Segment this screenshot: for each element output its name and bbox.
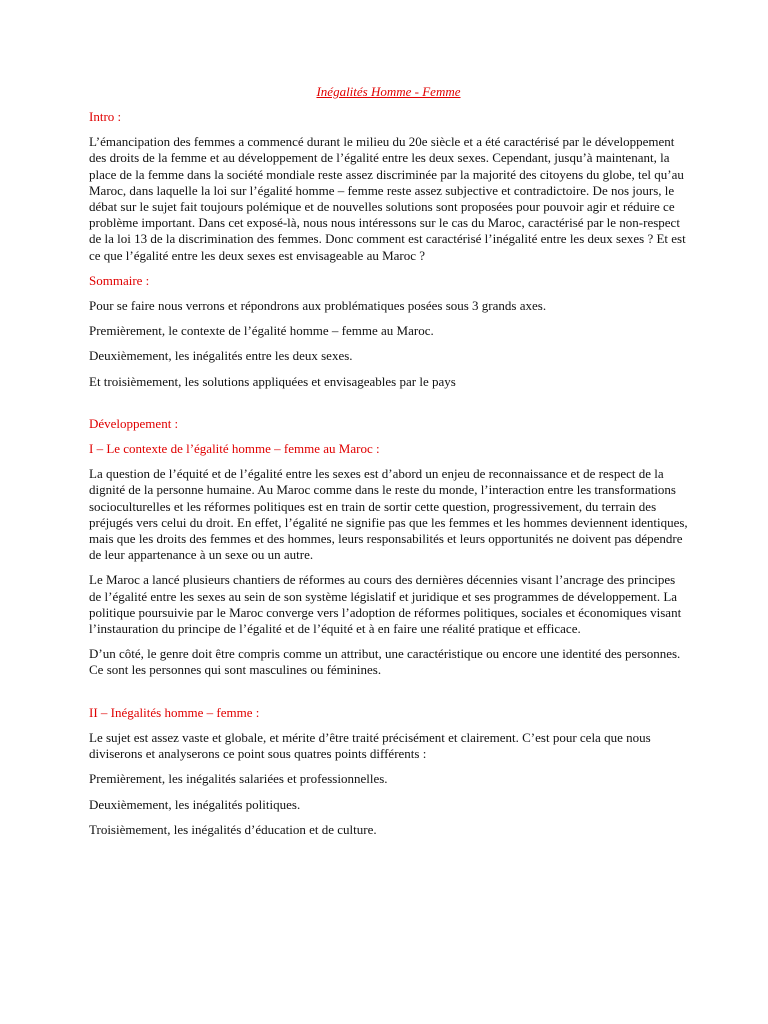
- sommaire-item: Deuxièmement, les inégalités entre les deux sexes.: [89, 348, 353, 364]
- section2-paragraph: Le sujet est assez vaste et globale, et mérite d’être traité précisément et clairement. C’est pour cela que nous diviserons et analyserons ce point sous quatres points différents :: [89, 729, 651, 762]
- section-spacer: [89, 688, 688, 705]
- intro-paragraph: L’émancipation des femmes a commencé durant le milieu du 20e siècle et a été caractérisé par le développement des droits de la femme et au développement de l’égalité entre les deux sexes. Cependant, jusqu’à maintenant, la place de la femme dans la société mondiale reste assez discriminée par la majorité des citoyens du globe, tel qu’au Maroc, dans laquelle la loi sur l’égalité homme – femme reste assez subjective et contradictoire. De nos jours, le débat sur le sujet fait toujours polémique et de nouvelles solutions sont proposées pour pouvoir agir et réduire ce problème important. Dans cet exposé-là, nous nous intéressons sur le cas du Maroc, caractérisé par le non-respect de la loi 13 de la discrimination des femmes. Donc comment est caractérisé l’inégalité entre les deux sexes ? Et est ce que l’égalité entre les deux sexes est envisageable au Maroc ?: [89, 134, 686, 263]
- sommaire-item: Premièrement, le contexte de l’égalité homme – femme au Maroc.: [89, 323, 434, 339]
- section2-paragraph: Deuxièmement, les inégalités politiques.: [89, 796, 301, 812]
- sommaire-item: Et troisièmement, les solutions appliquées et envisageables par le pays: [89, 373, 456, 389]
- section1-paragraph: D’un côté, le genre doit être compris comme un attribut, une caractéristique ou encore une identité des personnes. Ce sont les personnes qui sont masculines ou féminines.: [89, 646, 681, 678]
- section-spacer: [89, 399, 688, 416]
- sommaire-item: Pour se faire nous verrons et répondrons aux problématiques posées sous 3 grands axes.: [89, 298, 547, 314]
- section1-heading: I – Le contexte de l’égalité homme – femme au Maroc :: [89, 441, 380, 457]
- intro-heading: Intro :: [89, 109, 122, 124]
- document-title: Inégalités Homme - Femme: [316, 84, 461, 99]
- section2-paragraph: Premièrement, les inégalités salariées et professionnelles.: [89, 771, 388, 787]
- developpement-heading: Développement :: [89, 415, 179, 431]
- sommaire-heading: Sommaire :: [89, 272, 150, 288]
- section1-paragraph: La question de l’équité et de l’égalité entre les sexes est d’abord un enjeu de reconnaissance et de respect de la dignité de la personne humaine. Au Maroc comme dans le reste du monde, l’interaction entre les transformations socioculturelles et les réformes politiques est en train de sortir cette question, progressivement, du terrain des préjugés vers celui du droit. En effet, l’égalité ne signifie pas que les femmes et les hommes deviennent identiques, mais que les droits des femmes et des hommes, leurs responsabilités et leurs opportunités ne doivent pas dépendre de leur appartenance à un sexe ou un autre.: [89, 466, 688, 563]
- section2-heading: II – Inégalités homme – femme :: [89, 704, 260, 720]
- section1-paragraph: Le Maroc a lancé plusieurs chantiers de réformes au cours des dernières décennies visant l’ancrage des principes de l’égalité entre les sexes au sein de son système législatif et juridique et ses programmes de développement. La politique poursuivie par le Maroc converge vers l’adoption de réformes politiques, sociales et économiques visant l’instauration du principe de l’égalité et de l’équité et à en faire une réalité pratique et efficace.: [89, 572, 682, 637]
- section2-paragraph: Troisièmement, les inégalités d’éducation et de culture.: [89, 821, 377, 837]
